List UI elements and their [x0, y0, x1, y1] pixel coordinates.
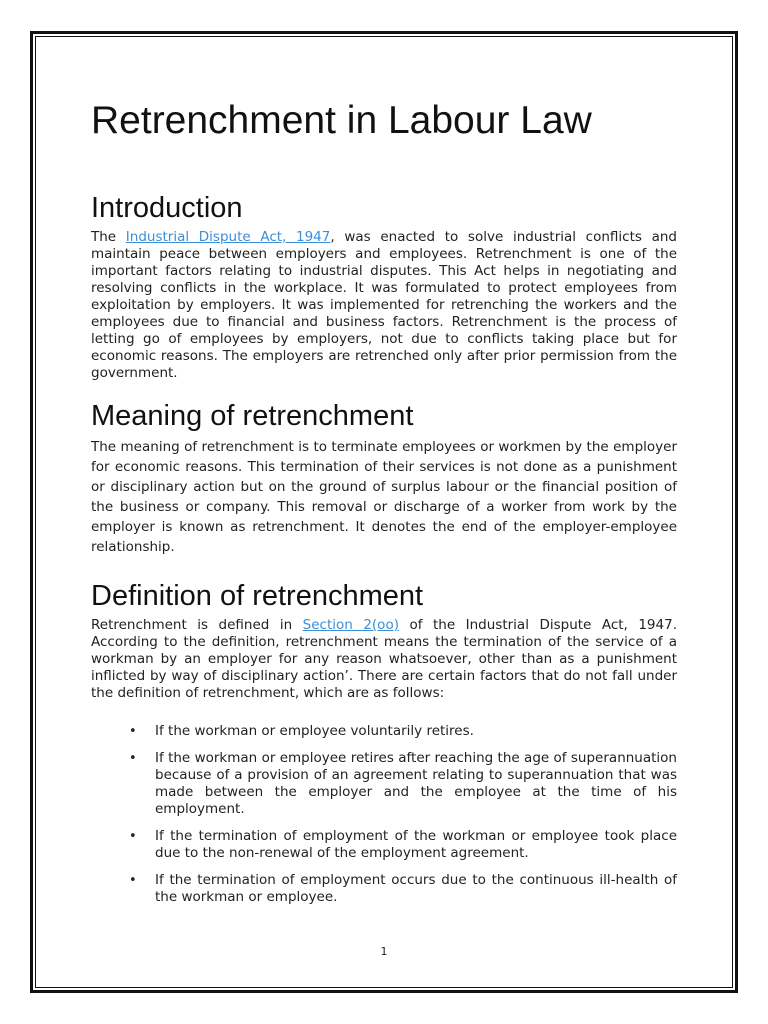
list-item-text: If the workman or employee retires after reaching the age of superannuation because of a provision of an agreement relating to superannuation that was made between the employer and the employee at the time of his employment.	[155, 750, 677, 817]
definition-paragraph	[91, 617, 677, 702]
introduction-paragraph	[91, 229, 677, 382]
introduction-text-rest: , was enacted to solve industrial conflicts and maintain peace between employers and employees. Retrenchment is one of the important factors relating to industrial disputes. This Act helps in negotiating and resolving conflicts in the workplace. It was formulated to protect employees from exploitation by employers. It was implemented for retrenching the workers and the employees due to financial and business factors. Retrenchment is the process of letting go of employees by employers, not due to conflicts taking place but for economic reasons. The employers are retrenched only after prior permission from the government.	[91, 229, 677, 381]
list-item	[91, 723, 677, 740]
list-item	[91, 872, 677, 906]
definition-section	[91, 577, 677, 906]
industrial-dispute-act-link[interactable]: Industrial Dispute Act, 1947	[125, 229, 331, 245]
list-item-text: If the workman or employee voluntarily retires.	[155, 723, 474, 739]
list-item-text: If the termination of employment of the workman or employee took place due to the non-renewal of the employment agreement.	[155, 828, 677, 861]
exclusion-factors-list	[91, 723, 677, 906]
bullet-icon: •	[129, 751, 137, 766]
section-2oo-link[interactable]: Section 2(oo)	[302, 617, 399, 633]
introduction-text-start: The	[91, 229, 126, 245]
bullet-icon: •	[129, 873, 137, 888]
definition-text-rest: of the Industrial Dispute Act, 1947. According to the definition, retrenchment means the termination of the service of a workman by an employer for any reason whatsoever, other than as a punishment inflicted by way of disciplinary action’. There are certain factors that do not fall under the definition of retrenchment, which are as follows:	[91, 617, 677, 701]
page-number: 1	[380, 945, 388, 958]
document-body	[91, 94, 677, 916]
introduction-heading: Introduction	[91, 192, 243, 224]
bullet-icon: •	[129, 829, 137, 844]
document-title: Retrenchment in Labour Law	[91, 99, 592, 142]
bullet-icon: •	[129, 724, 137, 739]
list-item-text: If the termination of employment occurs due to the continuous ill-health of the workman or employee.	[155, 872, 677, 905]
definition-text-start: Retrenchment is defined in	[91, 617, 303, 633]
list-item	[91, 828, 677, 862]
meaning-section	[91, 397, 677, 557]
introduction-section	[91, 189, 677, 382]
meaning-paragraph: The meaning of retrenchment is to terminate employees or workmen by the employer for economic reasons. This termination of their services is not done as a punishment or disciplinary action but on the ground of surplus labour or the financial position of the business or company. This removal or discharge of a worker from work by the employer is known as retrenchment. It denotes the end of the employer-employee relationship.	[91, 439, 677, 555]
list-item	[91, 750, 677, 818]
definition-heading: Definition of retrenchment	[91, 580, 424, 612]
meaning-heading: Meaning of retrenchment	[91, 400, 414, 432]
